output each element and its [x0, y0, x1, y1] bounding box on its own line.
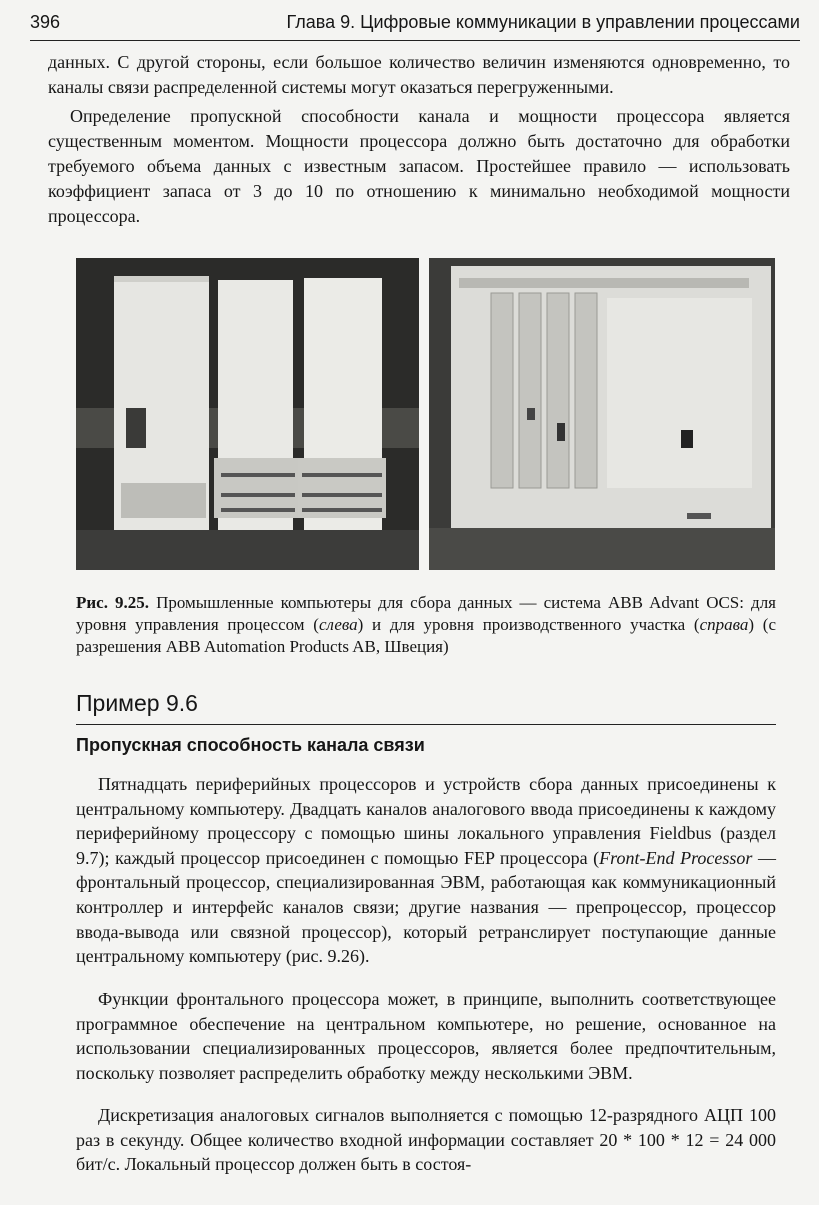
example-heading: Пример 9.6: [76, 690, 776, 725]
example-paragraph-1-text-a: Пятнадцать периферийных процессоров и устройств сбора данных присоединены к центральному компьютеру. Двадцать каналов аналогового ввода присоединены к каждому периферийному процессору с помощью шины локального управления Fieldbus (раздел 9.7); каждый процессор присоединен с помощью FEP процессора (: [76, 774, 776, 868]
fep-term: Front-End Processor: [599, 847, 753, 868]
example-subheading: Пропускная способность канала связи: [76, 735, 425, 755]
caption-left: слева: [318, 615, 358, 634]
chapter-title: Глава 9. Цифровые коммуникации в управлении процессами: [286, 12, 800, 32]
intro-paragraph-1: данных. С другой стороны, если большое количество величин изменяются одновременно, то каналы связи распределенной системы могут оказаться перегруженными.: [48, 52, 790, 97]
figure-9-25: [76, 258, 776, 570]
example-paragraph-1-text-b: — фронтальный процессор, специализированная ЭВМ, работающая как коммуникационный контроллер и интерфейс каналов связи; другие названия — препроцессор, процессор ввода-вывода или связной процессор), который ретранслирует поступающие данные центральному компьютеру (рис. 9.26).: [76, 847, 777, 967]
figure-caption: [76, 592, 776, 658]
example-paragraph-1: [76, 772, 776, 969]
intro-paragraph-2: Определение пропускной способности канала и мощности процессора является существенным моментом. Мощности процессора должно быть достаточно для обработки требуемого объема данных с известным запасом. Простейшее правило — использовать коэффициент запаса от 3 до 10 по отношению к минимально необходимой мощности процессора.: [48, 106, 790, 226]
caption-text-1: Промышленные компьютеры для сбора данных — система ABB Advant OCS: для уровня управления процессом (: [76, 593, 776, 634]
caption-text-2: ) и для уровня производственного участка (: [357, 615, 700, 634]
photo-process-control-units: [76, 258, 419, 570]
caption-right: справа: [699, 615, 749, 634]
figure-label: Рис. 9.25.: [76, 593, 150, 612]
page-number: 396: [30, 12, 61, 32]
caption-text-3: ) (с разрешения ABB Automation Products AB, Швеция): [76, 615, 776, 656]
example-paragraph-2: Функции фронтального процессора может, в принципе, выполнить соответствующее программное обеспечение на центральном компьютере, но решение, основанное на использовании специализированных процессоров, является более предпочтительным, поскольку позволяет распределить обработку между несколькими ЭВМ.: [76, 989, 776, 1083]
page-header: [30, 8, 800, 41]
photo-plant-level-rack: [429, 258, 775, 570]
example-paragraph-3: Дискретизация аналоговых сигналов выполняется с помощью 12-разрядного АЦП 100 раз в секунду. Общее количество входной информации составляет 20 * 100 * 12 = 24 000 бит/с. Локальный процессор должен быть в состоя-: [76, 1105, 776, 1175]
